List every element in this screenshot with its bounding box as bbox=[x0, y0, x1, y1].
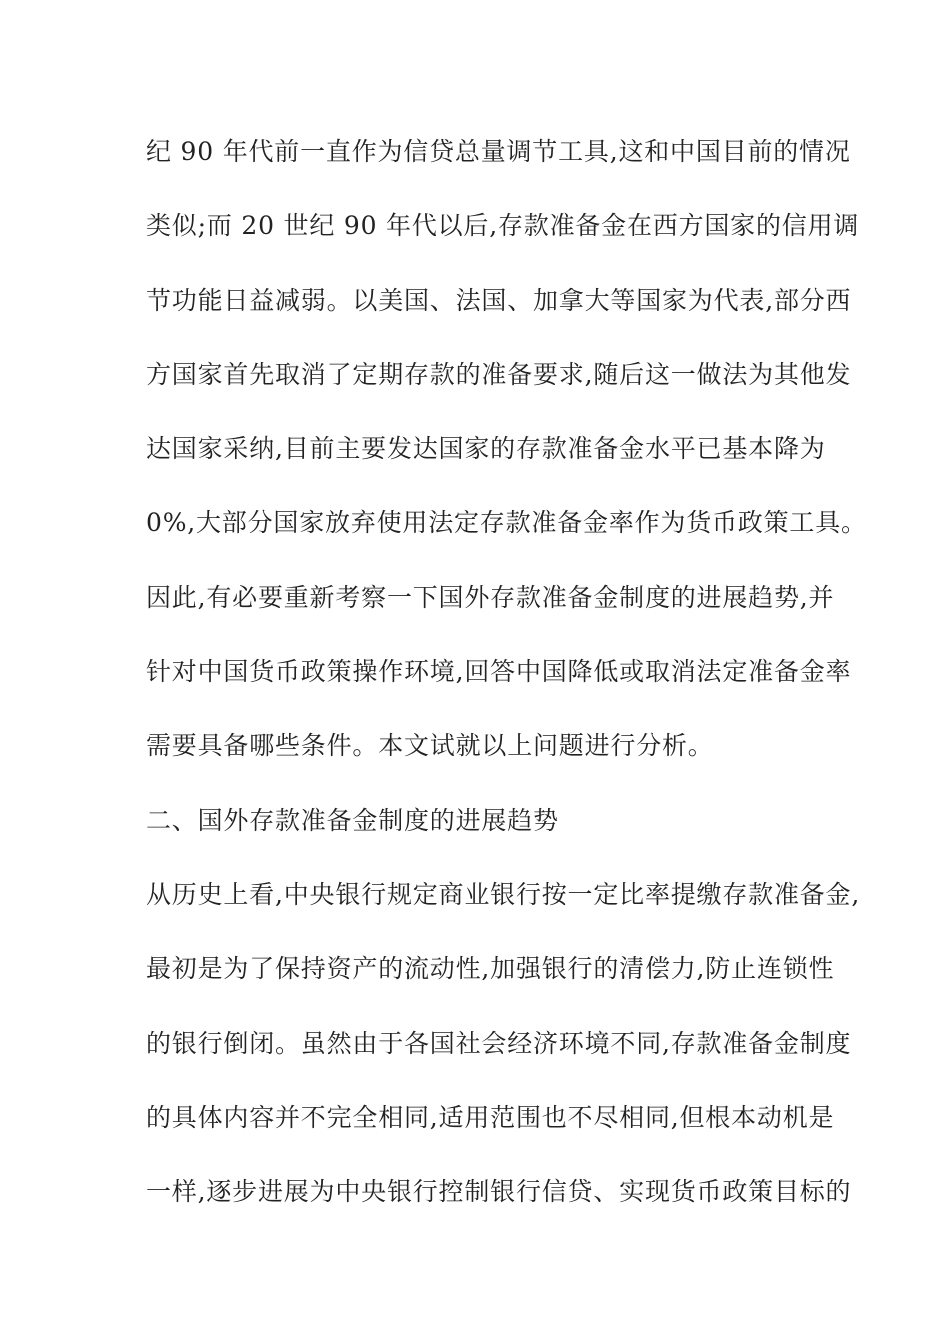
text-line: 针对中国货币政策操作环境,回答中国降低或取消法定准备金率 bbox=[146, 657, 852, 687]
text-line: 的具体内容并不完全相同,适用范围也不尽相同,但根本动机是 bbox=[146, 1102, 835, 1132]
text-line: 的银行倒闭。虽然由于各国社会经济环境不同,存款准备金制度 bbox=[146, 1028, 852, 1058]
section-heading: 二、国外存款准备金制度的进展趋势 bbox=[146, 805, 559, 835]
text-line: 节功能日益减弱。以美国、法国、加拿大等国家为代表,部分西 bbox=[146, 285, 852, 315]
document-body bbox=[146, 132, 867, 1246]
text-line: 达国家采纳,目前主要发达国家的存款准备金水平已基本降为 bbox=[146, 434, 826, 464]
text-line: 最初是为了保持资产的流动性,加强银行的清偿力,防止连锁性 bbox=[146, 954, 835, 984]
text-line: 一样,逐步进展为中央银行控制银行信贷、实现货币政策目标的 bbox=[146, 1177, 852, 1207]
text-line: 类似;而 20 世纪 90 年代以后,存款准备金在西方国家的信用调 bbox=[146, 211, 860, 241]
text-line: 0%,大部分国家放弃使用法定存款准备金率作为货币政策工具。 bbox=[146, 508, 867, 538]
text-line: 需要具备哪些条件。本文试就以上问题进行分析。 bbox=[146, 731, 714, 761]
text-line: 纪 90 年代前一直作为信贷总量调节工具,这和中国目前的情况 bbox=[146, 137, 851, 166]
text-line: 从历史上看,中央银行规定商业银行按一定比率提缴存款准备金, bbox=[146, 879, 861, 909]
text-line: 因此,有必要重新考察一下国外存款准备金制度的进展趋势,并 bbox=[146, 582, 835, 612]
text-line: 方国家首先取消了定期存款的准备要求,随后这一做法为其他发 bbox=[146, 359, 852, 389]
